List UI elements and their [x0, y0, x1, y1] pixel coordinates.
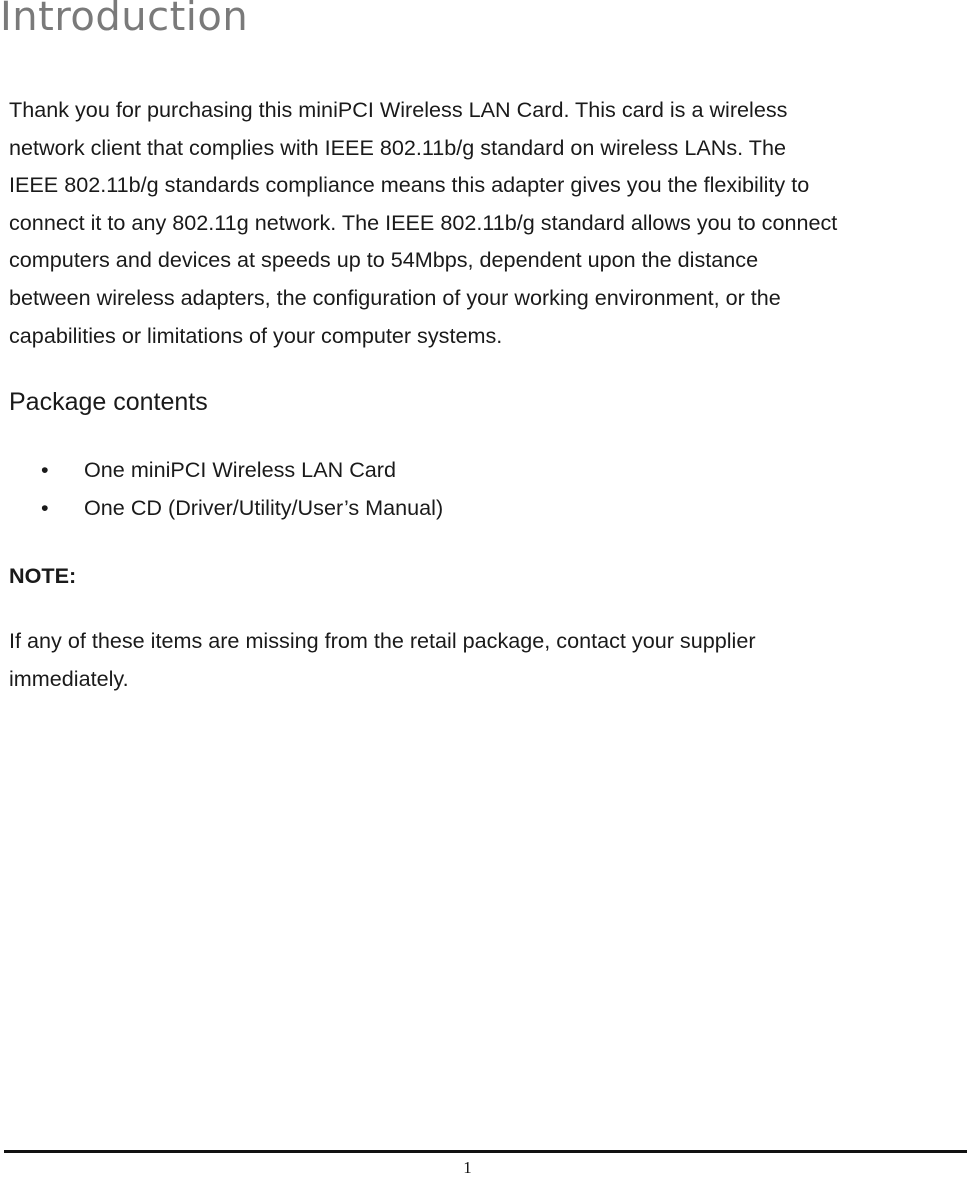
list-item-text: One miniPCI Wireless LAN Card — [84, 457, 396, 482]
list-item — [0, 451, 443, 489]
intro-line: capabilities or limitations of your computer systems. — [9, 322, 503, 348]
list-item — [0, 489, 443, 527]
note-line: If any of these items are missing from the retail package, contact your supplier — [9, 628, 756, 653]
footer-divider — [4, 1150, 967, 1153]
bullet-icon: • — [41, 494, 49, 520]
note-paragraph — [9, 622, 756, 697]
page-number: 1 — [463, 1158, 472, 1177]
page-title: Introduction — [0, 0, 249, 40]
intro-line: Thank you for purchasing this miniPCI Wireless LAN Card. This card is a wireless — [9, 97, 788, 122]
intro-line: network client that complies with IEEE 802.11b/g standard on wireless LANs. The — [9, 134, 786, 160]
intro-line: IEEE 802.11b/g standards compliance means this adapter gives you the flexibility to — [9, 172, 810, 198]
package-contents-list — [0, 451, 443, 526]
intro-paragraph — [9, 91, 967, 354]
list-item-text: One CD (Driver/Utility/User’s Manual) — [84, 494, 444, 520]
package-contents-heading: Package contents — [9, 388, 208, 416]
intro-line: between wireless adapters, the configuration of your working environment, or the — [9, 284, 781, 310]
note-line: immediately. — [9, 665, 129, 691]
intro-line: connect it to any 802.11g network. The IEEE 802.11b/g standard allows you to connect — [9, 209, 838, 235]
intro-line: computers and devices at speeds up to 54Mbps, dependent upon the distance — [9, 247, 759, 273]
note-label: NOTE: — [9, 563, 77, 588]
bullet-icon: • — [41, 457, 49, 482]
